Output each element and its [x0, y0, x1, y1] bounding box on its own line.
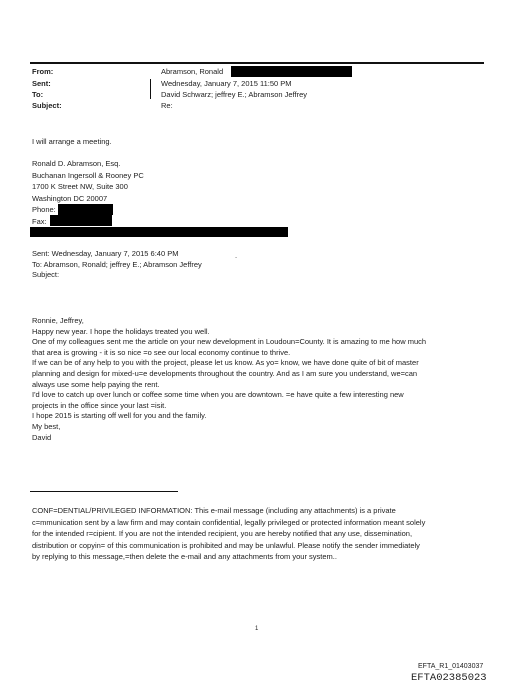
redaction-separator	[30, 227, 288, 237]
confidentiality-rule	[30, 491, 178, 492]
redaction-from-email	[231, 66, 352, 77]
sent-label: Sent:	[32, 79, 51, 88]
quoted-line: I hope 2015 is starting off well for you and the family.	[32, 411, 207, 421]
confidentiality-notice	[32, 505, 425, 563]
subject-label: Subject:	[32, 101, 62, 110]
header-cursor-mark	[150, 79, 151, 99]
reply-body: I will arrange a meeting.	[32, 137, 112, 146]
header-top-rule	[30, 62, 484, 64]
quoted-header	[32, 249, 202, 281]
quoted-line: I'd love to catch up over lunch or coffee some time when you are downtown. =e have quite a few interesting new	[32, 390, 404, 400]
sent-value: Wednesday, January 7, 2015 11:50 PM	[161, 79, 292, 88]
quoted-subject: Subject:	[32, 270, 60, 279]
subject-value: Re:	[161, 101, 173, 110]
signature-phone-label: Phone:	[32, 205, 56, 214]
quoted-line: David	[32, 432, 52, 442]
page-number: 1	[255, 626, 259, 632]
quoted-line: Ronnie, Jeffrey,	[32, 316, 84, 325]
signature-firm: Buchanan Ingersoll & Rooney PC	[32, 170, 144, 180]
quoted-line: that area is growing - it is so nice =o see our local economy continue to thrive.	[32, 347, 291, 357]
redaction-phone	[58, 204, 113, 215]
quoted-line: Happy new year. I hope the holidays treated you well.	[32, 326, 210, 336]
confidentiality-line: distribution or copyin= of this communication is prohibited and may be unlawful. Please notify the sender immediately	[32, 540, 420, 550]
quoted-line: always use some help paying the rent.	[32, 379, 160, 389]
signature-city: Washington DC 20007	[32, 193, 108, 203]
to-value: David Schwarz; jeffrey E.; Abramson Jeffrey	[161, 90, 308, 99]
bates-number-large: EFTA02385023	[411, 672, 487, 684]
signature-fax-label: Fax:	[32, 216, 47, 226]
stray-mark: .	[235, 251, 238, 260]
redaction-fax	[50, 215, 112, 226]
from-label: From:	[32, 67, 54, 76]
confidentiality-line: CONF=DENTIAL/PRIVILEGED INFORMATION: This e-mail message (including any attachments) is a private	[32, 506, 396, 515]
quoted-line: projects in the office since your last =isit.	[32, 400, 167, 410]
signature-name: Ronald D. Abramson, Esq.	[32, 159, 121, 168]
confidentiality-line: c=mmunication sent by a law firm and may contain confidential, legally privileged or protected information meant solely	[32, 517, 426, 527]
quoted-line: My best,	[32, 421, 61, 431]
to-label: To:	[32, 90, 44, 99]
bates-number-small: EFTA_R1_01403037	[418, 663, 484, 670]
confidentiality-line: by replying to this message,=then delete the e-mail and any attachments from your system..	[32, 552, 337, 561]
signature-street: 1700 K Street NW, Suite 300	[32, 182, 128, 191]
from-value: Abramson, Ronald	[161, 67, 224, 76]
quoted-line: If we can be of any help to you with the project, please let us know. As yo= know, we have done quite of bit of master	[32, 358, 419, 368]
confidentiality-line: for the intended r=cipient. If you are not the intended recipient, you are hereby notified that any use, dissemination,	[32, 529, 413, 538]
quoted-line: One of my colleagues sent me the article on your new development in Loudoun=County. It is amazing to me how much	[32, 337, 427, 347]
quoted-line: planning and design for mixed-u=e developments throughout the country. And as I am sure you understand, we=can	[32, 368, 418, 378]
quoted-sent: Sent: Wednesday, January 7, 2015 6:40 PM	[32, 249, 179, 258]
quoted-to: To: Abramson, Ronald; jeffrey E.; Abramson Jeffrey	[32, 259, 202, 269]
quoted-body	[32, 316, 426, 443]
